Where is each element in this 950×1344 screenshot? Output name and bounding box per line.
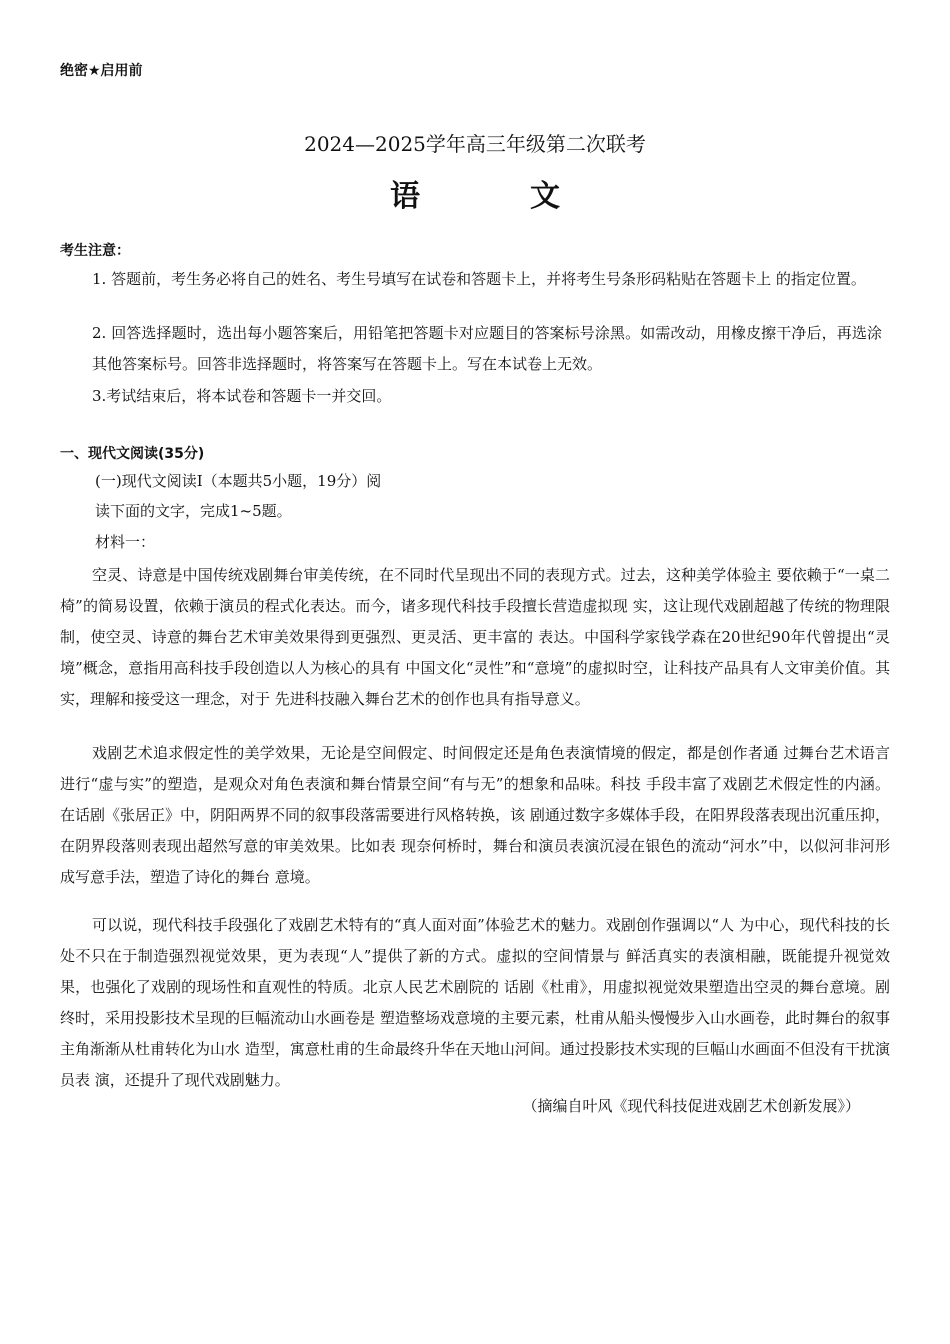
exam-title: 2024—2025学年高三年级第二次联考 — [304, 132, 646, 156]
section-heading: 一、现代文阅读(35分) — [60, 446, 205, 462]
part-heading: (一)现代文阅读Ⅰ（本题共5小题，19分）阅 — [95, 472, 382, 490]
body-paragraph: 戏剧艺术追求假定性的美学效果，无论是空间假定、时间假定还是角色表演情境的假定，都是创作者通 过舞台艺术语言进行“虚与实”的塑造，是观众对角色表演和舞台情景空间“有与无”的想象和品味。科技 手段丰富了戏剧艺术假定性的内涵。在话剧《张居正》中，阴阳两界不同的叙事段落需要进行风格转换，该 剧通过数字多媒体手段，在阳界段落表现出沉重压抑，在阴界段落则表现出超然写意的审美效果。比如表 现奈何桥时，舞台和演员表演沉浸在银色的流动“河水”中，以似河非河形成写意手法，塑造了诗化的舞台 意境。 — [60, 744, 890, 886]
material-label: 材料一： — [95, 533, 156, 551]
reading-instruction: 读下面的文字，完成1~5题。 — [95, 502, 292, 520]
notice-item: 3.考试结束后，将本试卷和答题卡一并交回。 — [92, 387, 392, 405]
notice-heading: 考生注意： — [60, 243, 130, 259]
body-paragraph: 空灵、诗意是中国传统戏剧舞台审美传统，在不同时代呈现出不同的表现方式。过去，这种美学体验主 要依赖于“一桌二椅”的简易设置，依赖于演员的程式化表达。而今，诸多现代科技手段擅长营造虚拟现 实，这让现代戏剧超越了传统的物理限制，使空灵、诗意的舞台艺术审美效果得到更强烈、更灵活、更丰富的 表达。中国科学家钱学森在20世纪90年代曾提出“灵境”概念，意指用高科技手段创造以人为核心的具有 中国文化“灵性”和“意境”的虚拟时空，让科技产品具有人文审美价值。其实，理解和接受这一理念，对于 先进科技融入舞台艺术的创作也具有指导意义。 — [60, 566, 890, 708]
body-paragraph: 可以说，现代科技手段强化了戏剧艺术特有的“真人面对面”体验艺术的魅力。戏剧创作强调以“人 为中心，现代科技的长处不只在于制造强烈视觉效果，更为表现“人”提供了新的方式。虚拟的空间情景与 鲜活真实的表演相融，既能提升视觉效果，也强化了戏剧的现场性和直观性的特质。北京人民艺术剧院的 话剧《杜甫》，用虚拟视觉效果塑造出空灵的舞台意境。剧终时，采用投影技术呈现的巨幅流动山水画卷是 塑造整场戏意境的主要元素，杜甫从船头慢慢步入山水画卷，此时舞台的叙事主角渐渐从杜甫转化为山水 造型，寓意杜甫的生命最终升华在天地山河间。通过投影技术实现的巨幅山水画面不但没有干扰演员表 演，还提升了现代戏剧魅力。 — [60, 916, 890, 1089]
source-citation: （摘编自叶风《现代科技促进戏剧艺术创新发展》） — [522, 1097, 860, 1115]
notice-item: 2. 回答选择题时，选出每小题答案后，用铅笔把答题卡对应题目的答案标号涂黑。如需改动，用橡皮擦干净后，再选涂其他答案标号。回答非选择题时，将答案写在答题卡上。写在本试卷上无效。 — [92, 324, 882, 373]
notice-item: 1. 答题前，考生务必将自己的姓名、考生号填写在试卷和答题卡上，并将考生号条形码粘贴在答题卡上 的指定位置。 — [92, 270, 866, 288]
confidential-label: 绝密★启用前 — [60, 63, 143, 79]
subject-title: 语 文 — [390, 179, 600, 214]
